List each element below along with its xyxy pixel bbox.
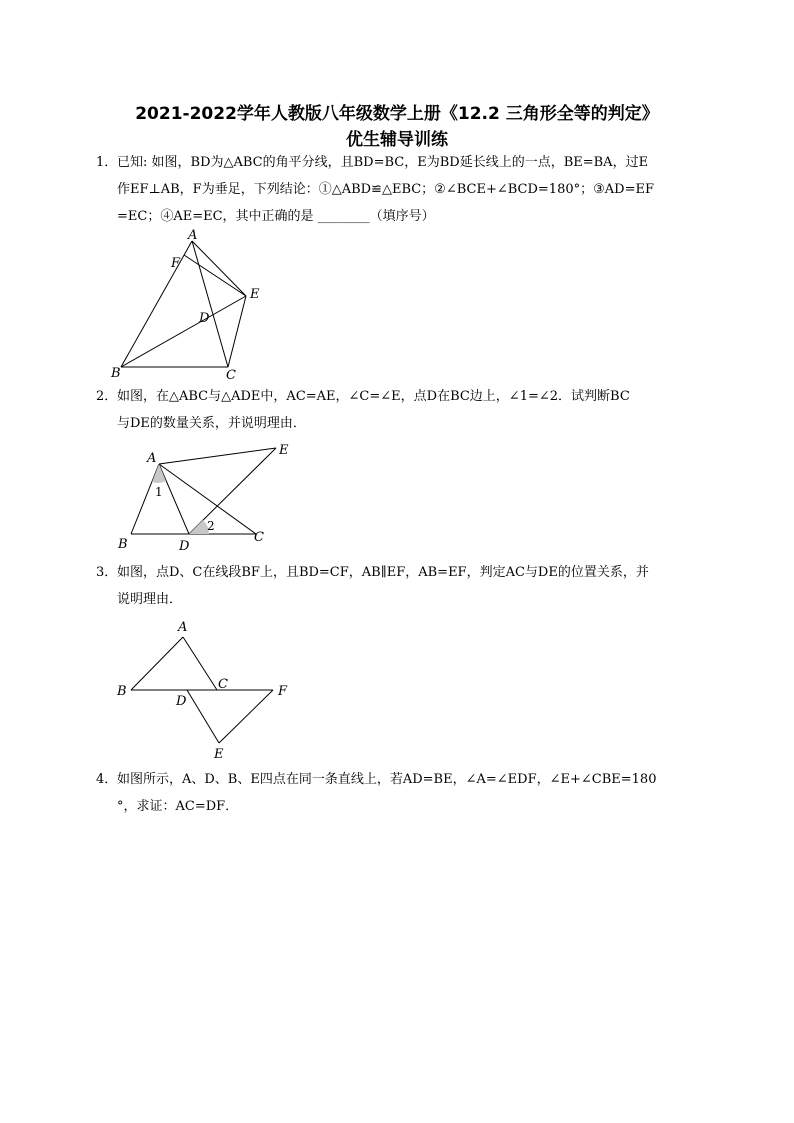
problem-1-line-1: 已知: 如图，BD为△ABC的角平分线，且BD=BC，E为BD延长线上的一点，BE=BA，过E	[117, 155, 649, 170]
problem-1-figure	[110, 230, 270, 382]
problem-4-line-1: 如图所示，A、D、B、E四点在同一条直线上，若AD=BE，∠A=∠EDF，∠E+∠CBE=180	[117, 772, 657, 787]
label-c: C	[218, 677, 228, 692]
label-b: B	[117, 684, 127, 699]
label-angle-2: 2	[207, 519, 215, 533]
label-e: E	[279, 443, 289, 458]
problem-2-line-1: 如图，在△ABC与△ADE中，AC=AE，∠C=∠E，点D在BC边上，∠1=∠2．试判断BC	[117, 389, 630, 404]
segment-ae	[159, 448, 276, 464]
label-b: B	[118, 537, 128, 552]
label-c: C	[226, 368, 236, 383]
segment-ac	[183, 637, 217, 690]
problem-3-number: 3．	[96, 565, 118, 580]
problem-4-number: 4．	[96, 772, 118, 787]
problem-1-number: 1．	[96, 155, 118, 170]
angle-1-mark	[152, 464, 166, 483]
segment-ab	[131, 637, 183, 690]
segment-be	[121, 296, 246, 367]
label-a: A	[178, 620, 188, 635]
segment-ef	[219, 690, 273, 743]
problem-3-figure	[110, 615, 300, 765]
problem-3-line-1: 如图，点D、C在线段BF上，且BD=CF，AB∥EF，AB=EF，判定AC与DE的位置关系，并	[117, 565, 649, 580]
label-d: D	[179, 539, 190, 554]
label-e: E	[214, 747, 224, 762]
segment-ab	[131, 464, 159, 534]
label-a: A	[147, 451, 157, 466]
angle-2-mark	[189, 520, 209, 534]
title-line-2: 优生辅导训练	[346, 130, 448, 150]
problem-2-number: 2．	[96, 389, 118, 404]
label-angle-1: 1	[155, 485, 163, 499]
title-line-1: 2021-2022学年人教版八年级数学上册《12.2 三角形全等的判定》	[135, 104, 659, 124]
label-b: B	[111, 366, 121, 381]
problem-4-line-2: °，求证：AC=DF．	[117, 799, 239, 814]
problem-1-line-2: 作EF⊥AB，F为垂足，下列结论：①△ABD≌△EBC；②∠BCE+∠BCD=180°；③AD=EF	[117, 182, 654, 197]
segment-fe	[184, 255, 246, 296]
problem-1-line-3: =EC；④AE=EC，其中正确的是 ________（填序号）	[117, 209, 435, 224]
segment-ec	[228, 296, 246, 367]
label-d: D	[199, 311, 210, 326]
label-e: E	[250, 287, 260, 302]
label-a: A	[188, 228, 198, 243]
label-f: F	[171, 256, 181, 271]
segment-ab	[121, 241, 192, 367]
problem-3-line-2: 说明理由．	[117, 592, 183, 607]
label-c: C	[254, 530, 264, 545]
segment-de	[187, 690, 219, 743]
label-f: F	[278, 684, 288, 699]
label-d: D	[176, 694, 187, 709]
problem-2-figure	[110, 440, 300, 555]
problem-2-line-2: 与DE的数量关系，并说明理由．	[117, 416, 306, 431]
